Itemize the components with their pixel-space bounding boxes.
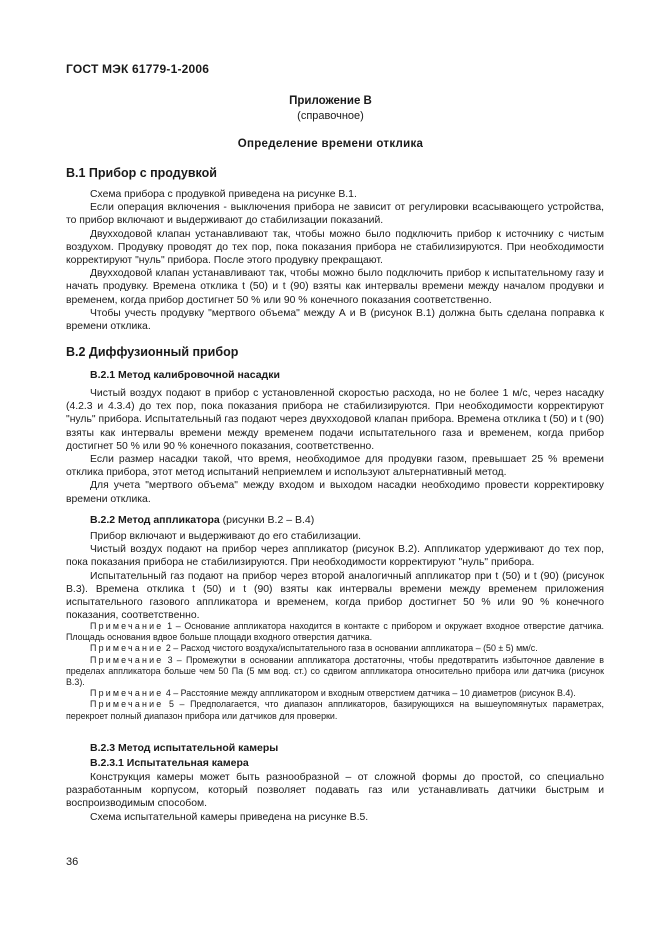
section-b21-body <box>66 387 604 506</box>
section-b22-title-ref: (рисунки В.2 – В.4) <box>219 514 315 526</box>
paragraph: Схема испытательной камеры приведена на рисунке В.5. <box>90 811 369 823</box>
note-text: 4 – Расстояние между аппликатором и входным отверстием датчика – 10 диаметров (рисунок В.4). <box>163 688 576 699</box>
section-b22-title-text: В.2.2 Метод аппликатора <box>90 514 220 526</box>
note-3 <box>66 655 604 689</box>
paragraph: Прибор включают и выдерживают до его стабилизации. <box>90 531 362 542</box>
note-label: Примечание <box>90 688 164 699</box>
note-label: Примечание <box>90 654 164 665</box>
section-b22-body <box>66 530 604 622</box>
paragraph: Чтобы учесть продувку "мертвого объема" между А и В (рисунок В.1) должна быть сделана поправка к времени отклика. <box>66 307 604 333</box>
section-b23-title: В.2.3 Метод испытательной камеры <box>90 742 279 754</box>
note-text: 2 – Расход чистого воздуха/испытательного газа в основании аппликатора – (50 ± 5) мм/с. <box>163 643 538 654</box>
paragraph: Двухходовой клапан устанавливают так, чтобы можно было подключить прибор к источнику с чистым воздухом. Продувку проводят до тех пор, пока показания прибора не стабилизируются. При необходимости корректируют "нуль" прибора. После этого продувку прекращают. <box>66 228 604 267</box>
section-b21-title: В.2.1 Метод калибровочной насадки <box>90 369 280 381</box>
note-4 <box>66 688 604 699</box>
note-2 <box>66 643 604 654</box>
paragraph: Чистый воздух подают в прибор с установленной скоростью расхода, но не более 1 м/с, через насадку (4.2.3 и 4.3.4) до тех пор, пока показания прибора не стабилизируются. При необходимости корректируют "нуль" прибора. Испытательный газ подают через двухходовой клапан прибора. Времена отклика t (50) и t (90) взяты как интервалы времени между временем подачи испытательного газа и временем, когда прибор достигнет 50 % или 90 % конечного показания, соответственно. <box>66 388 604 452</box>
section-b1-body <box>66 188 604 333</box>
note-5 <box>66 699 604 721</box>
section-b2-title: В.2 Диффузионный прибор <box>66 345 239 359</box>
note-label: Примечание <box>90 621 164 631</box>
note-label: Примечание <box>90 699 164 710</box>
note-text: 5 – Предполагается, что диапазон аппликаторов, базирующихся на вышеупомянутых параметрах, перекроет полный диапазон прибора или датчиков для проверки. <box>66 699 604 721</box>
note-text: 1 – Основание аппликатора находится в контакте с прибором и окружает входное отверстие датчика. Площадь основания вдвое больше площади входного отверстия датчика. <box>66 621 604 643</box>
paragraph: Двухходовой клапан устанавливают так, чтобы можно было подключить прибор к испытательному газу и начать продувку. Времена отклика t (50) и t (90) взяты как интервалы времени между началом продувки и временем, когда прибор достигнет 50 % или 90 % конечного показания соответственно. <box>66 268 604 306</box>
section-b22-title <box>90 514 314 526</box>
section-b231-body <box>66 771 604 824</box>
section-b1-title: В.1 Прибор с продувкой <box>66 166 217 180</box>
paragraph: Схема прибора с продувкой приведена на рисунке В.1. <box>90 189 357 200</box>
paragraph: Конструкция камеры может быть разнообразной – от сложной формы до простой, со специально разработанным корпусом, который позволяет подавать газ или устанавливать датчики быстрым и воспроизводимым способом. <box>66 772 604 810</box>
section-b231-title: В.2.3.1 Испытательная камера <box>90 757 249 769</box>
note-label: Примечание <box>90 643 164 654</box>
note-text: 3 – Промежутки в основании аппликатора достаточны, чтобы предотвратить избыточное давление в пределах аппликатора больше чем 50 Па (5 мм вод. ст.) со сдвигом аппликатора относительно прибора или датчика (рисунок В.3). <box>66 654 604 688</box>
paragraph: Если операция включения - выключения прибора не зависит от регулировки всасывающего устройства, то прибор включают и выдерживают до стабилизации показаний. <box>66 202 604 227</box>
annex-subtitle: (справочное) <box>297 110 364 122</box>
annex-title: Приложение В <box>289 95 372 107</box>
page-number: 36 <box>66 856 79 868</box>
notes-block <box>66 621 604 722</box>
document-header: ГОСТ МЭК 61779-1-2006 <box>66 62 210 76</box>
paragraph: Если размер насадки такой, что время, необходимое для продувки газом, превышает 25 % времени отклика прибора, этот метод испытаний неприемлем и используют альтернативный метод. <box>66 454 604 479</box>
paragraph: Испытательный газ подают на прибор через второй аналогичный аппликатор при t (50) и t (90) (рисунок В.3). Времена отклика t (50) и t (90) взяты как интервалы времени между временем приложения испытательного газового аппликатора и временем, когда прибор достигнет 50 % или 90 % конечного показания, соответственно. <box>66 570 604 622</box>
paragraph: Для учета "мертвого объема" между входом и выходом насадки необходимо провести корректировку времени отклика. <box>66 480 604 505</box>
paragraph: Чистый воздух подают на прибор через аппликатор (рисунок В.2). Аппликатор удерживают до тех пор, пока показания прибора не стабилизируются. При необходимости корректируют "нуль" прибора. <box>66 544 604 569</box>
note-1 <box>66 621 604 643</box>
annex-heading: Определение времени отклика <box>237 138 424 150</box>
